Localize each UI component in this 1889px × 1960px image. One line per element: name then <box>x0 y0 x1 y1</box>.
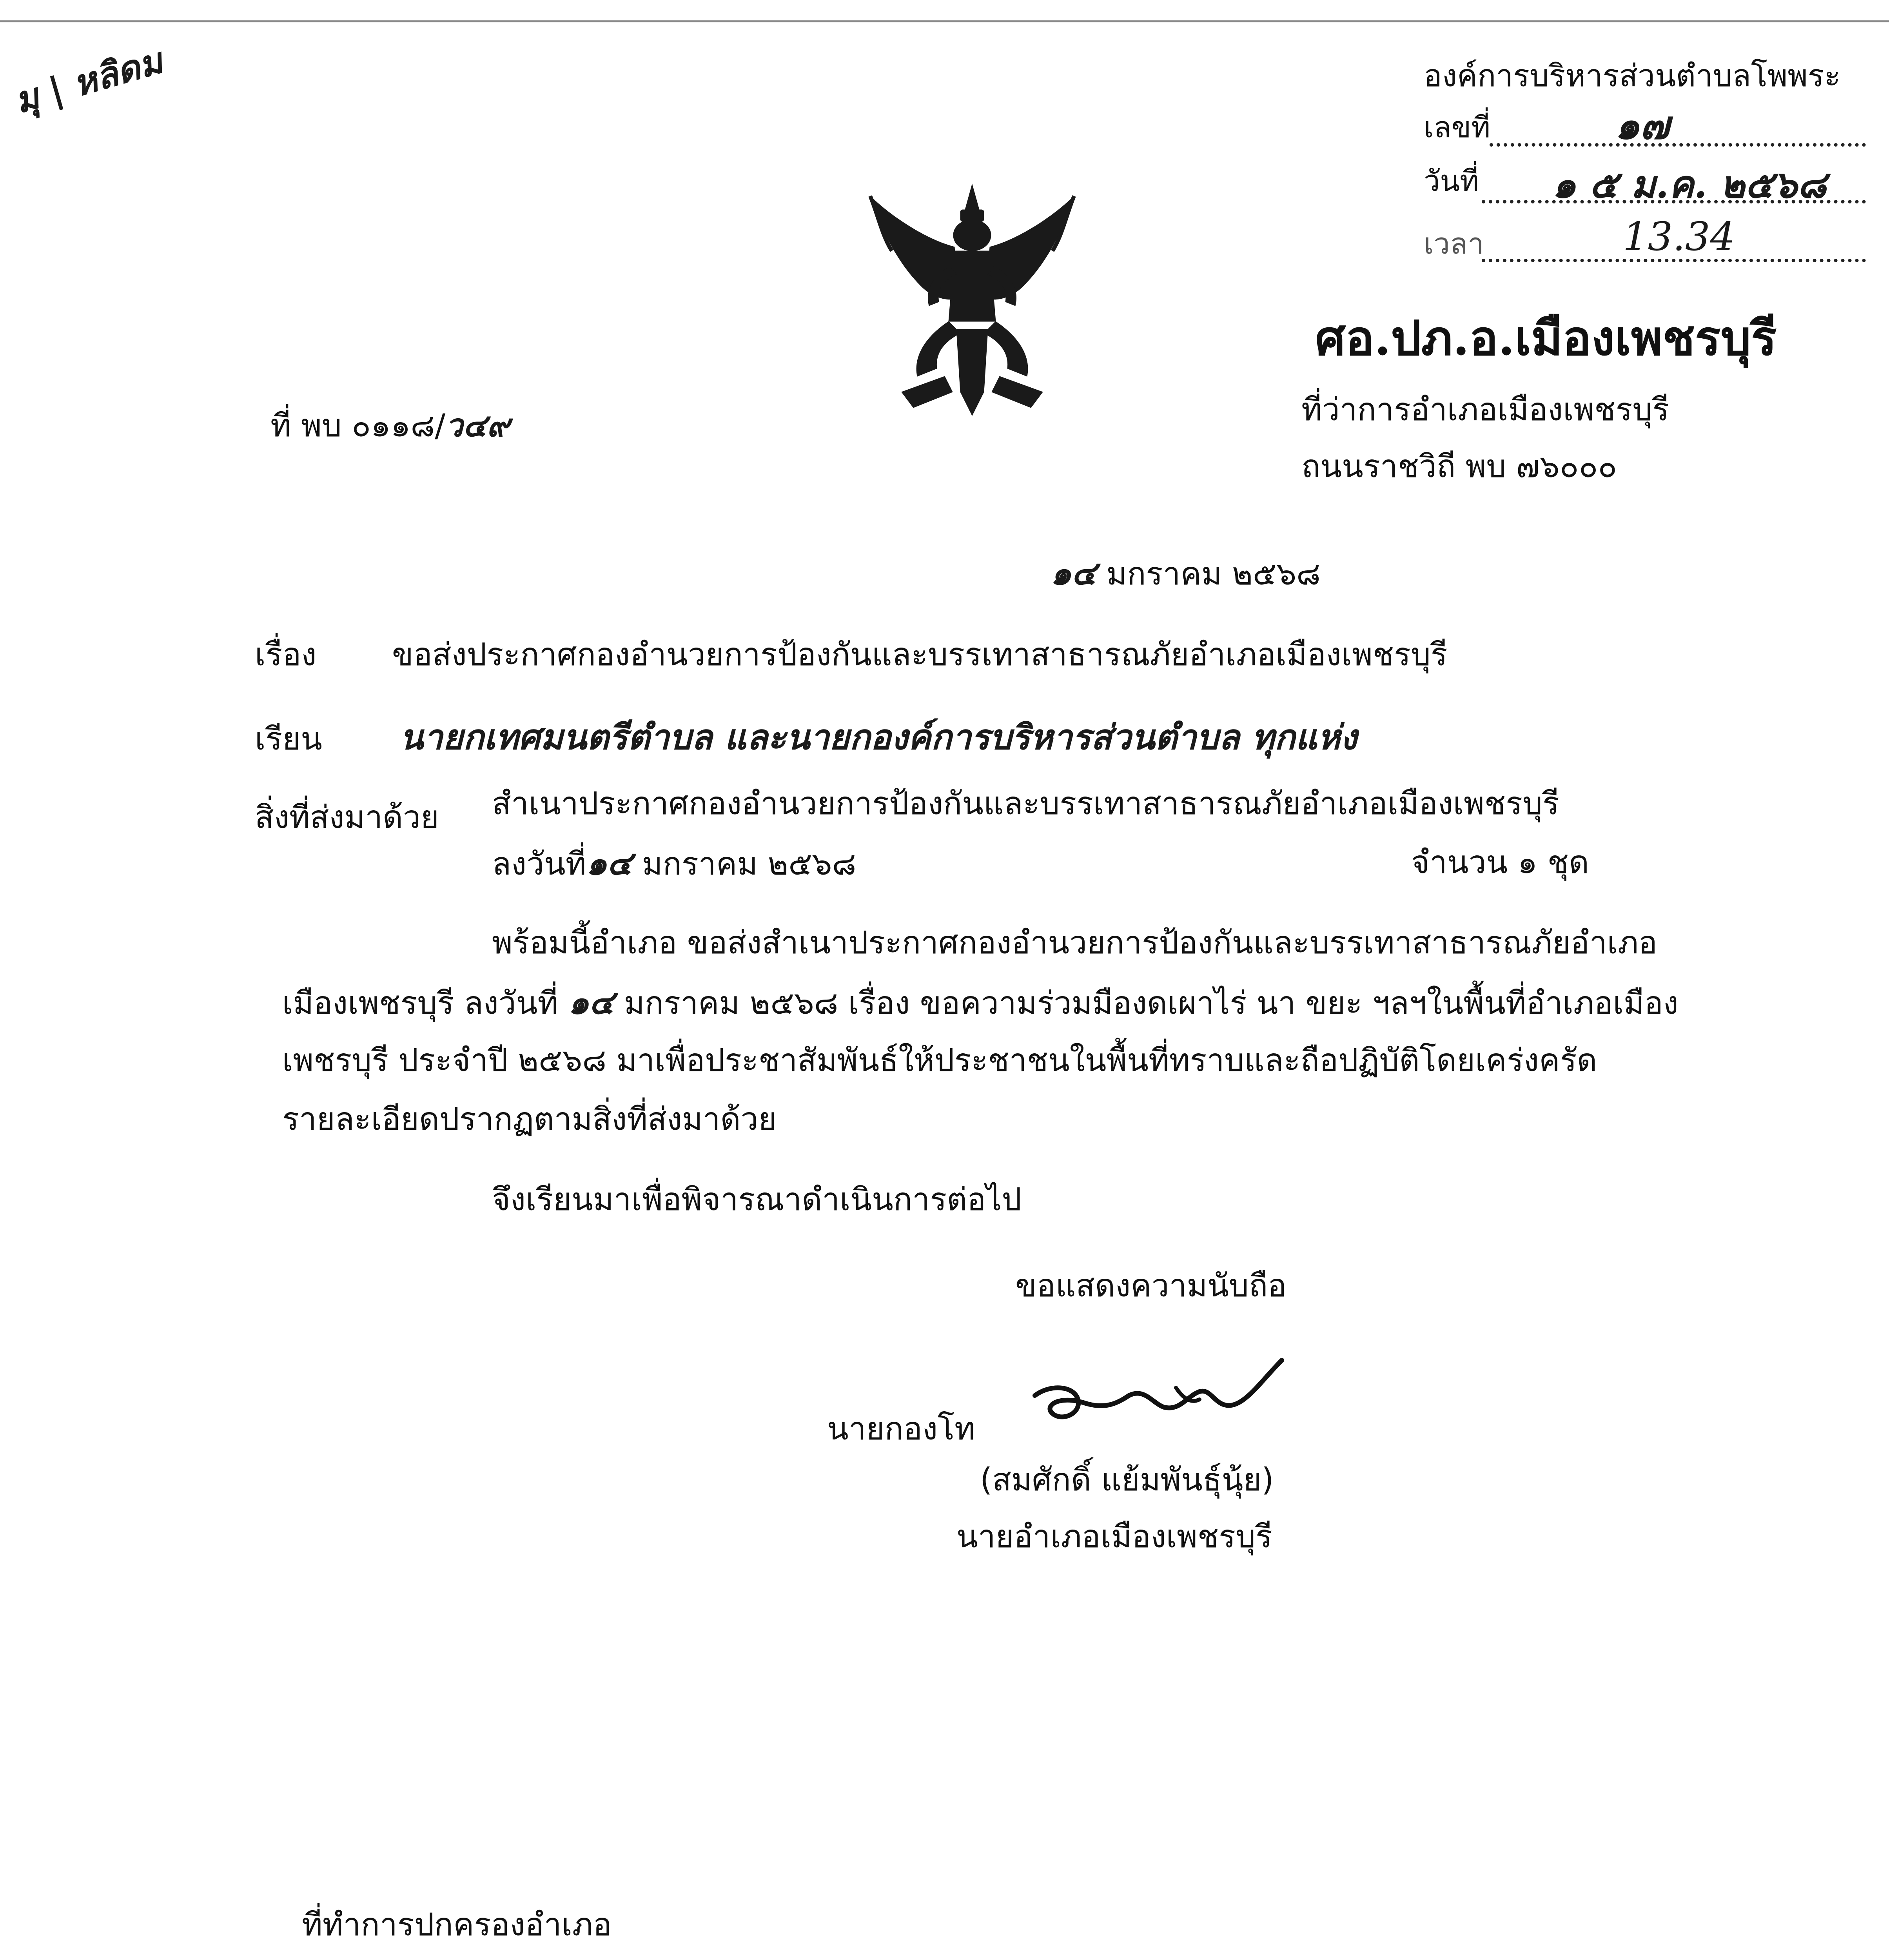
body-line-2-b: มกราคม ๒๕๖๘ เรื่อง ขอความร่วมมืองดเผาไร่ นา ขยะ ฯลฯในพื้นที่อำเภอเมือง <box>624 985 1679 1021</box>
stamp-number-line <box>1490 143 1866 147</box>
garuda-emblem-icon <box>855 172 1098 431</box>
scan-edge-line <box>0 20 1889 22</box>
body-line-4: รายละเอียดปรากฏตามสิ่งที่ส่งมาด้วย <box>282 1101 777 1137</box>
enclosure-line1: สำเนาประกาศกองอำนวยการป้องกันและบรรเทาสาธารณภัยอำเภอเมืองเพชรบุรี <box>492 785 1559 822</box>
closing: ขอแสดงความนับถือ <box>1015 1267 1287 1304</box>
enclosure-quantity: จำนวน ๑ ชุด <box>1411 844 1589 880</box>
stamp-time-value: 13.34 <box>1623 214 1735 260</box>
footer-office: ที่ทำการปกครองอำเภอ <box>302 1906 612 1943</box>
recipient-handwritten: นายกเทศมนตรีตำบล และนายกองค์การบริหารส่วนตำบล ทุกแห่ง <box>400 717 1357 757</box>
enclosure-date-day-handwritten: ๑๔ <box>586 844 632 882</box>
enclosure-line2 <box>492 844 856 882</box>
enclosure-label: สิ่งที่ส่งมาด้วย <box>255 799 439 835</box>
body-line-2-a: เมืองเพชรบุรี ลงวันที่ <box>282 985 559 1021</box>
body-line-2 <box>282 983 1679 1022</box>
handwritten-signature <box>1027 1348 1294 1450</box>
reference-number-printed: ที่ พบ ๐๑๑๘/ <box>270 407 446 444</box>
recipient-label: เรียน <box>255 720 322 757</box>
letter-date-day-handwritten: ๑๔ <box>1051 554 1096 592</box>
enclosure-date-prefix: ลงวันที่ <box>492 846 586 882</box>
stamp-number-value: ๑๗ <box>1615 102 1669 148</box>
signature-rank: นายกองโท <box>827 1410 975 1447</box>
sender-road: ถนนราชวิถี พบ ๗๖๐๐๐ <box>1301 448 1617 485</box>
body-paragraph-2: จึงเรียนมาเพื่อพิจารณาดำเนินการต่อไป <box>492 1181 1022 1218</box>
enclosure-date-rest: มกราคม ๒๕๖๘ <box>642 846 856 882</box>
corner-handwritten-note: มุ | หลิดม <box>10 40 167 122</box>
sender-unit: ศอ.ปภ.อ.เมืองเพชรบุรี <box>1315 310 1777 366</box>
stamp-org: องค์การบริหารส่วนตำบลโพพระ <box>1424 58 1841 94</box>
stamp-number-label: เลขที่ <box>1424 111 1491 144</box>
letter-date-rest: มกราคม ๒๕๖๘ <box>1106 555 1321 592</box>
subject-text: ขอส่งประกาศกองอำนวยการป้องกันและบรรเทาสาธารณภัยอำเภอเมืองเพชรบุรี <box>392 636 1448 673</box>
signature-name: (สมศักดิ์ แย้มพันธุ์นุ้ย) <box>980 1461 1274 1498</box>
subject-label: เรื่อง <box>255 636 317 673</box>
letter-date <box>1051 554 1321 592</box>
body-line-1: พร้อมนี้อำเภอ ขอส่งสำเนาประกาศกองอำนวยการป้องกันและบรรเทาสาธารณภัยอำเภอ <box>492 924 1657 961</box>
stamp-time-label: เวลา <box>1424 227 1484 261</box>
body-line-3: เพชรบุรี ประจำปี ๒๕๖๘ มาเพื่อประชาสัมพันธ์ให้ประชาชนในพื้นที่ทราบและถือปฏิบัติโดยเคร่งครัด <box>282 1042 1597 1078</box>
signature-position: นายอำเภอเมืองเพชรบุรี <box>956 1518 1272 1555</box>
sender-office: ที่ว่าการอำเภอเมืองเพชรบุรี <box>1301 391 1669 428</box>
stamp-date-value: ๑ ๕ ม.ค. ๒๕๖๘ <box>1552 162 1827 207</box>
reference-number <box>270 407 510 444</box>
reference-number-handwritten: ว๔๙ <box>445 407 510 444</box>
body-line-2-day-handwritten: ๑๔ <box>568 983 614 1022</box>
stamp-date-label: วันที่ <box>1424 164 1479 198</box>
